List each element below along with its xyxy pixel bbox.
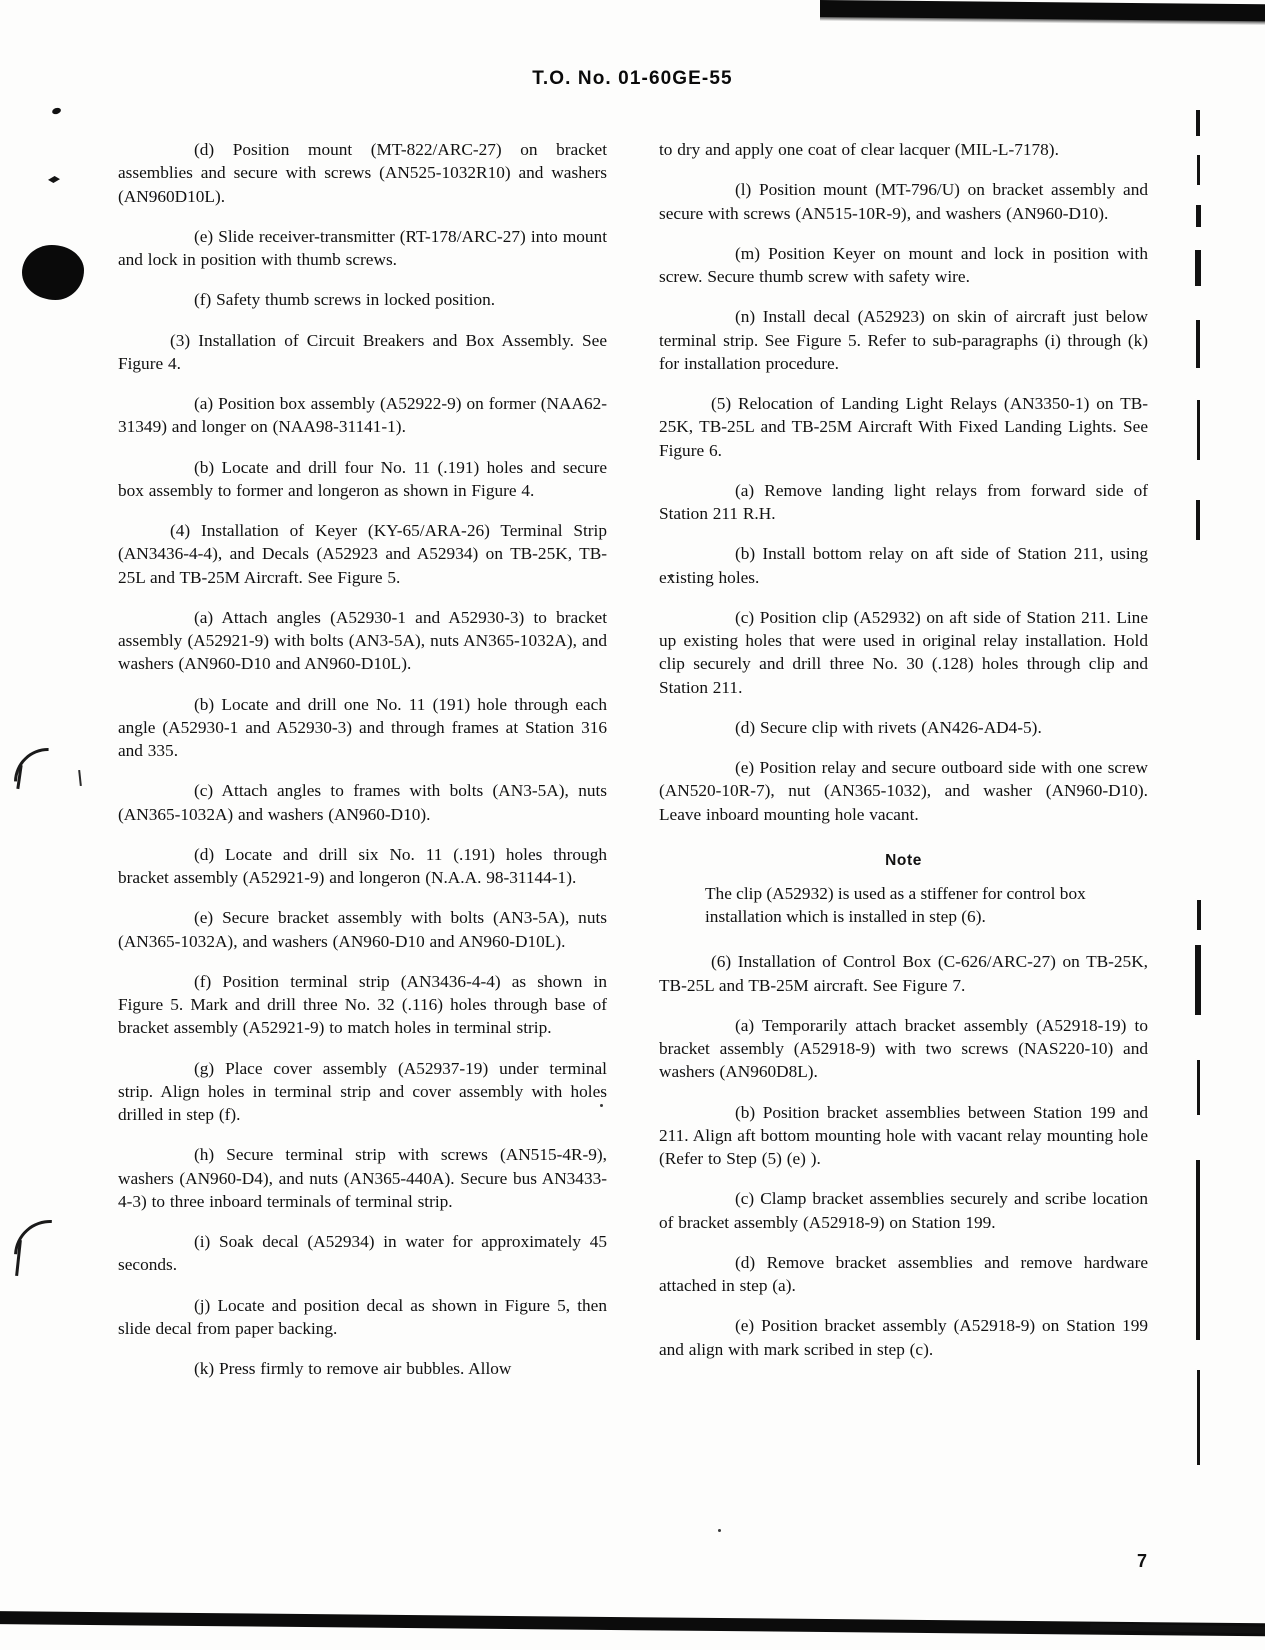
scan-artifact-edge-mark-8: [1197, 900, 1201, 930]
document-header-title: T.O. No. 01-60GE-55: [532, 68, 733, 89]
scan-artifact-margin-mark-1: [51, 107, 61, 115]
paragraph: (f) Position terminal strip (AN3436-4-4) as shown in Figure 5. Mark and drill three No. 32 (.116) holes through base of bracket assembly (A52921-9) to match holes in terminal strip.: [118, 971, 607, 1038]
scan-artifact-edge-mark-6: [1197, 400, 1200, 460]
paragraph: (f) Safety thumb screws in locked position.: [194, 290, 496, 310]
paragraph: to dry and apply one coat of clear lacquer (MIL-L-7178).: [659, 140, 1059, 159]
paragraph: (g) Place cover assembly (A52937-19) under terminal strip. Align holes in terminal strip and cover assembly with holes drilled in step (f).: [118, 1058, 607, 1124]
paragraph: (j) Locate and position decal as shown in Figure 5, then slide decal from paper backing.: [118, 1295, 607, 1338]
right-column: [659, 138, 1148, 1380]
scan-artifact-edge-mark-5: [1196, 320, 1200, 368]
page-number: 7: [1136, 1551, 1147, 1571]
scan-artifact-edge-mark-1: [1196, 110, 1200, 136]
paragraph: (i) Soak decal (A52934) in water for approximately 45 seconds.: [118, 1232, 607, 1275]
paragraph: (c) Position clip (A52932) on aft side of Station 211. Line up existing holes that were used in original relay installation. Hold clip securely and drill three No. 30 (.128) holes through clip and Station 211.: [659, 607, 1148, 697]
note-heading: Note: [885, 851, 922, 869]
paragraph: (d) Locate and drill six No. 11 (.191) holes through bracket assembly (A52921-9) and longeron (N.A.A. 98-31144-1).: [118, 844, 607, 887]
scan-artifact-edge-mark-12: [1197, 1370, 1200, 1465]
paragraph: (c) Clamp bracket assemblies securely and scribe location of bracket assembly (A52918-9) on Station 199.: [659, 1189, 1148, 1232]
paragraph: (n) Install decal (A52923) on skin of aircraft just below terminal strip. See Figure 5. Refer to sub-paragraphs (i) through (k) for installation procedure.: [659, 307, 1148, 373]
scan-artifact-edge-mark-9: [1195, 945, 1201, 1015]
paragraph: (e) Position relay and secure outboard side with one screw (AN520-10R-7), nut (AN365-1032), and washer (AN960-D10). Leave inboard mounting hole vacant.: [659, 758, 1148, 824]
paragraph: (a) Temporarily attach bracket assembly (A52918-19) to bracket assembly (A52918-9) with two screws (NAS220-10) and washers (AN960D8L).: [659, 1015, 1148, 1082]
paragraph: (6) Installation of Control Box (C-626/ARC-27) on TB-25K, TB-25L and TB-25M aircraft. See Figure 7.: [659, 952, 1148, 995]
scan-artifact-edge-mark-7: [1196, 500, 1200, 540]
left-column: [118, 138, 607, 1380]
paragraph: (e) Secure bracket assembly with bolts (AN3-5A), nuts (AN365-1032A), and washers (AN960-D10 and AN960-D10L).: [118, 908, 607, 951]
paragraph: (a) Remove landing light relays from forward side of Station 211 R.H.: [659, 480, 1148, 523]
paragraph: (l) Position mount (MT-796/U) on bracket assembly and secure with screws (AN515-10R-9), and washers (AN960-D10).: [659, 180, 1148, 223]
paragraph: (b) Locate and drill one No. 11 (191) hole through each angle (A52930-1 and A52930-3) and through frames at Station 316 and 335.: [118, 694, 607, 760]
scan-artifact-margin-mark-2: [48, 176, 60, 183]
paragraph: (d) Position mount (MT-822/ARC-27) on bracket assemblies and secure with screws (AN525-1032R10) and washers (AN960D10L).: [118, 140, 607, 206]
scan-artifact-edge-mark-2: [1197, 155, 1200, 185]
paragraph: (a) Attach angles (A52930-1 and A52930-3) to bracket assembly (A52921-9) with bolts (AN3-5A), nuts AN365-1032A), and washers (AN960-D10 and AN960-D10L).: [118, 607, 607, 674]
paragraph: (b) Locate and drill four No. 11 (.191) holes and secure box assembly to former and longeron as shown in Figure 4.: [118, 457, 607, 500]
paragraph: (h) Secure terminal strip with screws (AN515-4R-9), washers (AN960-D4), and nuts (AN365-440A). Secure bus AN3433-4-3) to three inboard terminals of terminal strip.: [118, 1145, 607, 1211]
scan-artifact-top-bar: [820, 0, 1265, 21]
paragraph: (e) Position bracket assembly (A52918-9) on Station 199 and align with mark scribed in step (c).: [659, 1316, 1148, 1359]
paragraph: (d) Remove bracket assemblies and remove hardware attached in step (a).: [659, 1252, 1148, 1295]
scan-artifact-bottom-bar: [0, 1611, 1265, 1636]
scan-artifact-edge-mark-11: [1196, 1160, 1200, 1340]
paragraph: (d) Secure clip with rivets (AN426-AD4-5).: [735, 717, 1042, 737]
paragraph: (3) Installation of Circuit Breakers and Box Assembly. See Figure 4.: [118, 330, 607, 373]
scan-artifact-ink-blob: [22, 245, 84, 300]
paragraph: (5) Relocation of Landing Light Relays (AN3350-1) on TB-25K, TB-25L and TB-25M Aircraft With Fixed Landing Lights. See Figure 6.: [659, 394, 1148, 460]
paragraph: (4) Installation of Keyer (KY-65/ARA-26) Terminal Strip (AN3436-4-4), and Decals (A52923 and A52934) on TB-25K, TB-25L and TB-25M Aircraft. See Figure 5.: [118, 521, 607, 587]
paragraph: (e) Slide receiver-transmitter (RT-178/ARC-27) into mount and lock in position with thumb screws.: [118, 226, 607, 269]
paragraph: (k) Press firmly to remove air bubbles. Allow: [194, 1359, 512, 1378]
scan-artifact-edge-mark-3: [1196, 205, 1201, 227]
note-body: The clip (A52932) is used as a stiffener for control box installation which is installed in step (6).: [705, 883, 1086, 926]
scan-artifact-pencil-arc-upper: [0, 734, 96, 830]
paragraph: (c) Attach angles to frames with bolts (AN3-5A), nuts (AN365-1032A) and washers (AN960-D10).: [118, 781, 607, 824]
paragraph: (m) Position Keyer on mount and lock in position with screw. Secure thumb screw with safety wire.: [659, 243, 1148, 286]
paragraph: (a) Position box assembly (A52922-9) on former (NAA62-31349) and longer on (NAA98-31141-1).: [118, 394, 607, 437]
scan-artifact-speck-2: [718, 1529, 721, 1532]
scan-artifact-edge-mark-10: [1197, 1060, 1200, 1115]
body-columns: [118, 138, 1148, 1380]
paragraph: (b) Install bottom relay on aft side of Station 211, using existing holes.: [659, 544, 1148, 587]
paragraph: (b) Position bracket assemblies between Station 199 and 211. Align aft bottom mounting hole with vacant relay mounting hole (Refer to Step (5) (e) ).: [659, 1102, 1148, 1168]
scan-artifact-pencil-arc-lower: [0, 1205, 101, 1307]
scan-artifact-edge-mark-4: [1195, 250, 1201, 286]
